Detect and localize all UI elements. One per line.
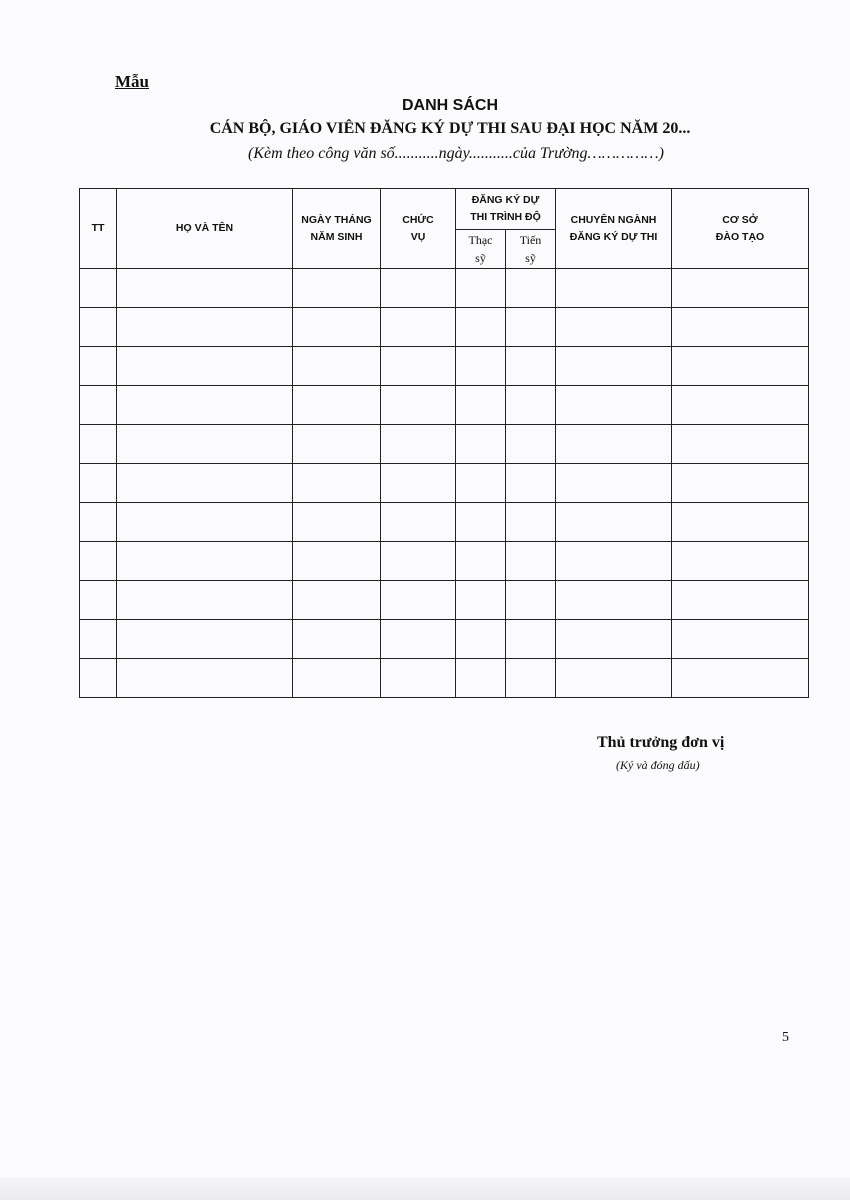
col-header-dob: NGÀY THÁNG NĂM SINH (293, 189, 381, 269)
table-row (80, 503, 809, 542)
table-row (80, 308, 809, 347)
scan-bottom-edge (0, 1178, 850, 1200)
table-row (80, 347, 809, 386)
col-header-level: ĐĂNG KÝ DỰ THI TRÌNH ĐỘ (456, 189, 556, 230)
col-header-institution: CƠ SỞ ĐÀO TẠO (672, 189, 809, 269)
signature-title: Thủ trưởng đơn vị (597, 734, 725, 751)
table-row (80, 542, 809, 581)
form-label: Mẫu (115, 72, 149, 91)
page-number: 5 (782, 1030, 789, 1045)
table-header-row (80, 189, 809, 230)
table-row (80, 425, 809, 464)
table-row (80, 386, 809, 425)
document-subtitle: CÁN BỘ, GIÁO VIÊN ĐĂNG KÝ DỰ THI SAU ĐẠI HỌC NĂM 20... (209, 120, 691, 137)
col-header-name: HỌ VÀ TÊN (117, 189, 293, 269)
document-title: DANH SÁCH (402, 97, 498, 114)
table-row (80, 659, 809, 698)
col-header-tt: TT (80, 189, 117, 269)
col-header-position: CHỨC VỤ (381, 189, 456, 269)
table-row (80, 269, 809, 308)
signature-note: (Ký và đóng dấu) (616, 758, 700, 772)
table-row (80, 581, 809, 620)
document-note: (Kèm theo công văn số...........ngày...........của Trường……………) (248, 145, 664, 162)
col-header-master: Thạc sỹ (456, 230, 506, 269)
registration-table (79, 188, 809, 698)
table-row (80, 620, 809, 659)
table-body (80, 269, 809, 698)
table-row (80, 464, 809, 503)
col-header-doctor: Tiến sỹ (506, 230, 556, 269)
col-header-major: CHUYÊN NGÀNH ĐĂNG KÝ DỰ THI (556, 189, 672, 269)
